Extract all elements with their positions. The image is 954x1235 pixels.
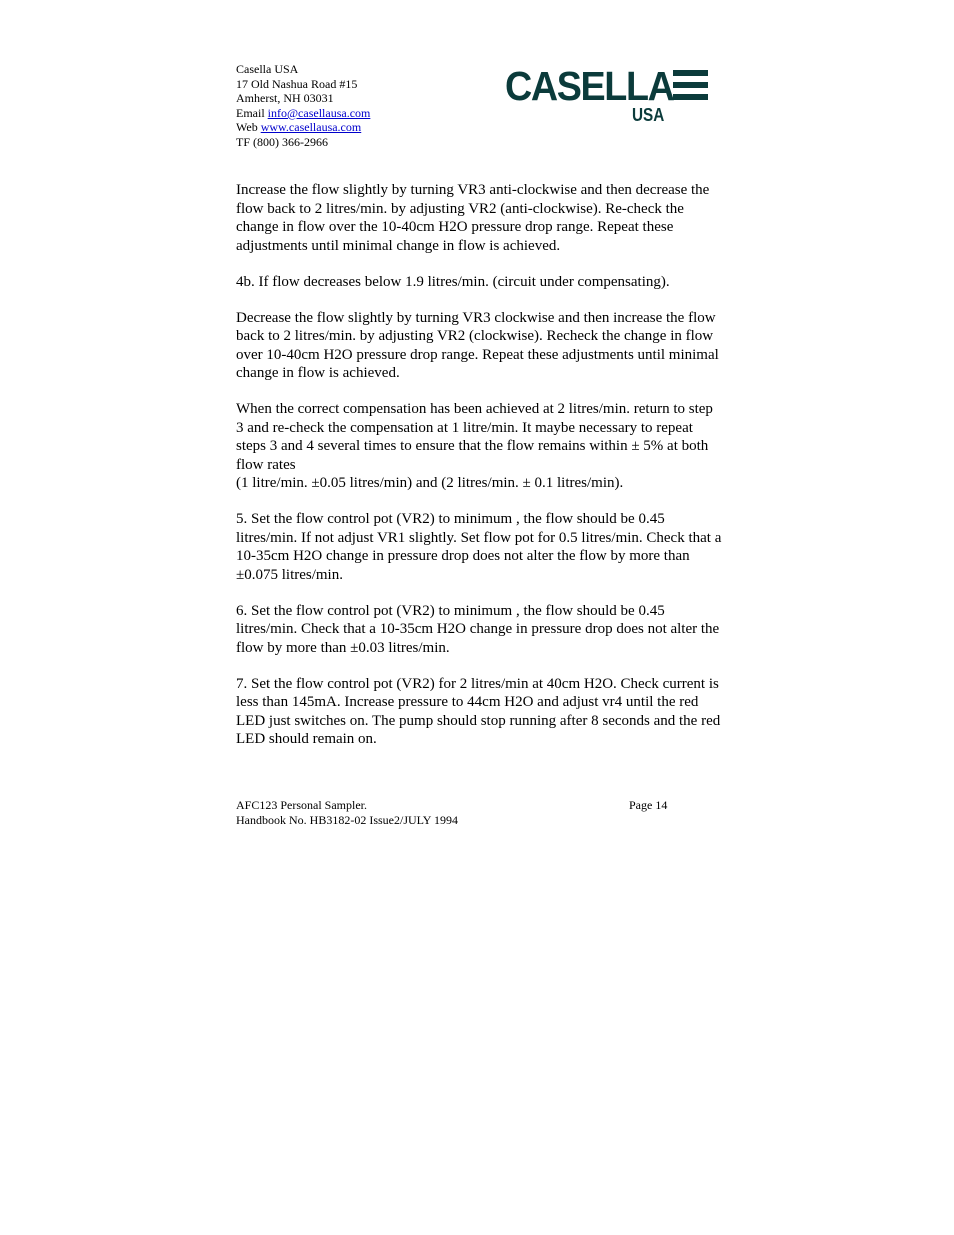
email-label: Email <box>236 105 268 120</box>
document-footer <box>236 798 458 828</box>
footer-product: AFC123 Personal Sampler. <box>236 798 367 812</box>
web-link[interactable]: www.casellausa.com <box>260 120 362 135</box>
paragraph-compensation: When the correct compensation has been achieved at 2 litres/min. return to step 3 and re-check the compensation at 1 litre/min. It maybe necessary to repeat steps 3 and 4 several times to ensure that the flow remains within ± 5% at both flow rates <box>236 401 713 473</box>
logo-wordmark: CASELLA <box>505 63 674 109</box>
footer-handbook: Handbook No. HB3182-02 Issue2/JULY 1994 <box>236 813 459 827</box>
phone-line: TF (800) 366-2966 <box>236 134 328 149</box>
paragraph-step-4b: 4b. If flow decreases below 1.9 litres/min. (circuit under compensating). <box>236 273 670 290</box>
logo-bars-icon <box>673 70 708 100</box>
company-name: Casella USA <box>236 62 299 76</box>
email-line <box>236 106 370 121</box>
logo-subtitle: USA <box>632 105 665 125</box>
web-label: Web <box>236 120 261 135</box>
web-line <box>236 120 370 135</box>
city-state-zip: Amherst, NH 03031 <box>236 91 334 106</box>
casella-logo <box>505 64 715 126</box>
street-address: 17 Old Nashua Road #15 <box>236 76 358 91</box>
document-body <box>236 181 722 766</box>
paragraph-increase-flow: Increase the flow slightly by turning VR3 anti-clockwise and then decrease the flow back to 2 litres/min. by adjusting VR2 (anti-clockwise). Re-check the change in flow over the 10-40cm H2O pressure drop range. Repeat these adjustments until minimal change in flow is achieved. <box>236 182 710 254</box>
email-link[interactable]: info@casellausa.com <box>267 105 371 120</box>
paragraph-flow-tolerance: (1 litre/min. ±0.05 litres/min) and (2 litres/min. ± 0.1 litres/min). <box>236 475 624 491</box>
paragraph-step-5: 5. Set the flow control pot (VR2) to minimum , the flow should be 0.45 litres/min. If not adjust VR1 slightly. Set flow pot for 0.5 litres/min. Check that a 10-35cm H2O change in pressure drop does not alter the flow by more than ±0.075 litres/min. <box>236 511 722 583</box>
company-address <box>236 62 370 150</box>
paragraph-step-6: 6. Set the flow control pot (VR2) to minimum , the flow should be 0.45 litres/min. Check that a 10-35cm H2O change in pressure drop does not alter the flow by more than ±0.03 litres/min. <box>236 602 720 656</box>
paragraph-decrease-flow: Decrease the flow slightly by turning VR3 clockwise and then increase the flow back to 2 litres/min. by adjusting VR2 (clockwise). Recheck the change in flow over 10-40cm H2O pressure drop range. Repeat these adjustments until minimal change in flow is achieved. <box>236 309 719 381</box>
page-number: Page 14 <box>629 798 668 812</box>
paragraph-step-7: 7. Set the flow control pot (VR2) for 2 litres/min at 40cm H2O. Check current is less than 145mA. Increase pressure to 44cm H2O and adjust vr4 until the red LED just switches on. The pump should stop running after 8 seconds and the red LED should remain on. <box>236 675 721 747</box>
